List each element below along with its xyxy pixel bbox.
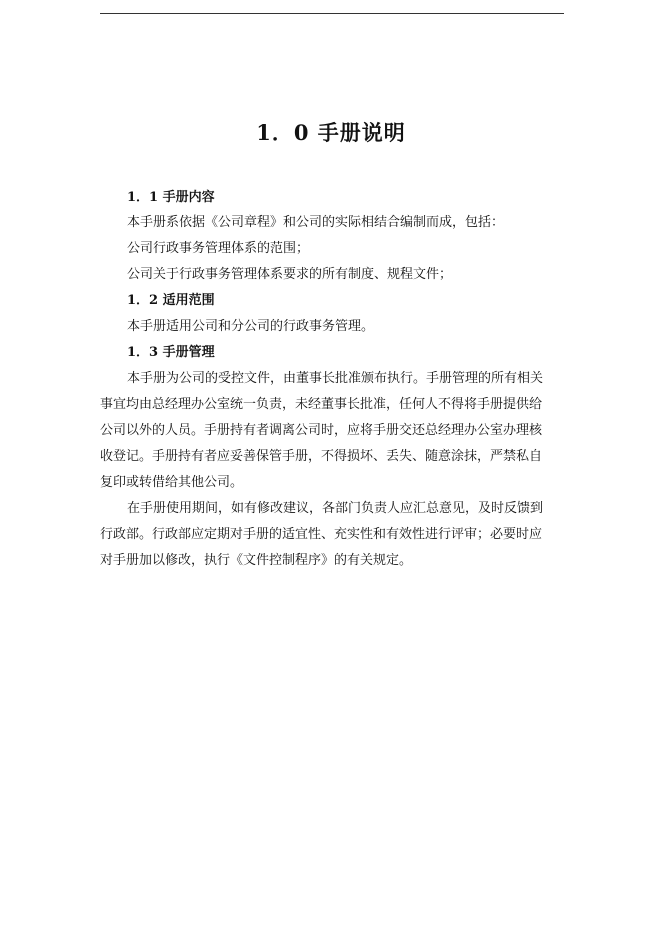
section-contents-line: 公司关于行政事务管理体系要求的所有制度、规程文件；	[127, 267, 453, 282]
management-paragraph-1-line: 本手册为公司的受控文件，由董事长批准颁布执行。手册管理的所有相关	[127, 371, 544, 386]
section-heading-contents: 1．1 手册内容	[127, 190, 215, 205]
section-scope-line: 本手册适用公司和分公司的行政事务管理。	[127, 319, 375, 334]
header-rule	[100, 13, 564, 14]
management-paragraph-2-line: 对手册加以修改，执行《文件控制程序》的有关规定。	[100, 553, 413, 568]
management-paragraph-1-line: 公司以外的人员。手册持有者调离公司时，应将手册交还总经理办公室办理核	[100, 423, 543, 438]
section-contents-line: 本手册系依据《公司章程》和公司的实际相结合编制而成，包括：	[127, 215, 505, 230]
management-paragraph-1-line: 收登记。手册持有者应妥善保管手册，不得损坏、丢失、随意涂抹，严禁私自	[100, 449, 543, 464]
page-title: 1．0 手册说明	[256, 120, 406, 145]
section-heading-scope: 1．2 适用范围	[127, 293, 215, 308]
management-paragraph-1-line: 复印或转借给其他公司。	[100, 475, 244, 490]
section-heading-management: 1．3 手册管理	[127, 345, 215, 360]
section-contents-line: 公司行政事务管理体系的范围；	[127, 241, 310, 256]
management-paragraph-1-line: 事宜均由总经理办公室统一负责，未经董事长批准，任何人不得将手册提供给	[100, 397, 543, 412]
management-paragraph-2-line: 在手册使用期间，如有修改建议，各部门负责人应汇总意见，及时反馈到	[127, 501, 544, 516]
management-paragraph-2-line: 行政部。行政部应定期对手册的适宜性、充实性和有效性进行评审；必要时应	[100, 527, 543, 542]
